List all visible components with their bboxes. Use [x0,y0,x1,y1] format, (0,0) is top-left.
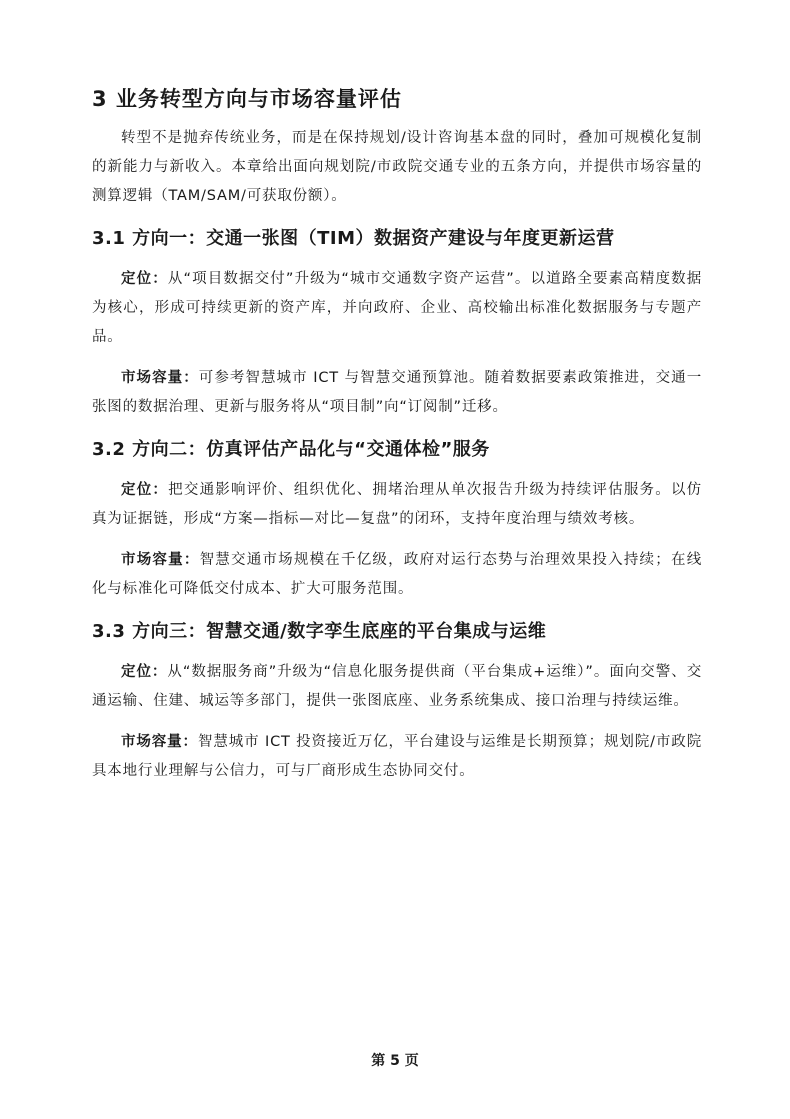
market-label: 市场容量： [121,552,200,568]
page-number: 第 5 页 [371,1053,419,1069]
section-title: 3.2 方向二：仿真评估产品化与“交通体检”服务 [92,439,490,460]
market-text: 可参考智慧城市 ICT 与智慧交通预算池。随着数据要素政策推进，交通一张图的数据治理、更新与服务将从“项目制”向“订阅制”迁移。 [92,370,703,415]
section-3-3 [92,618,702,786]
positioning-paragraph [92,476,702,534]
market-paragraph [92,364,702,422]
market-text: 智慧城市 ICT 投资接近万亿，平台建设与运维是长期预算；规划院/市政院具本地行业理解与公信力，可与厂商形成生态协同交付。 [92,734,702,779]
market-text: 智慧交通市场规模在千亿级，政府对运行态势与治理效果投入持续；在线化与标准化可降低交付成本、扩大可服务范围。 [92,552,702,597]
section-title: 3.3 方向三：智慧交通/数字孪生底座的平台集成与运维 [92,621,547,642]
section-title: 3.1 方向一：交通一张图（TIM）数据资产建设与年度更新运营 [92,228,615,249]
positioning-text: 从“数据服务商”升级为“信息化服务提供商（平台集成+运维）”。面向交警、交通运输、住建、城运等多部门，提供一张图底座、业务系统集成、接口治理与持续运维。 [92,664,702,709]
section-3-1 [92,225,702,422]
positioning-label: 定位： [121,482,169,498]
positioning-text: 从“项目数据交付”升级为“城市交通数字资产运营”。以道路全要素高精度数据为核心，形成可持续更新的资产库，并向政府、企业、高校输出标准化数据服务与专题产品。 [92,271,702,345]
section-3-2 [92,436,702,604]
market-label: 市场容量： [121,734,198,750]
chapter-title: 3 业务转型方向与市场容量评估 [92,87,402,111]
page-content [92,84,702,786]
chapter-intro: 转型不是抛弃传统业务，而是在保持规划/设计咨询基本盘的同时，叠加可规模化复制的新能力与新收入。本章给出面向规划院/市政院交通专业的五条方向，并提供市场容量的测算逻辑（TAM/SAM/可获取份额）。 [92,130,702,204]
market-paragraph [92,728,702,786]
market-paragraph [92,546,702,604]
positioning-paragraph [92,265,702,352]
positioning-label: 定位： [121,664,168,680]
positioning-text: 把交通影响评价、组织优化、拥堵治理从单次报告升级为持续评估服务。以仿真为证据链，形成“方案—指标—对比—复盘”的闭环，支持年度治理与绩效考核。 [92,482,702,527]
positioning-label: 定位： [121,271,168,287]
positioning-paragraph [92,658,702,716]
market-label: 市场容量： [121,370,199,386]
